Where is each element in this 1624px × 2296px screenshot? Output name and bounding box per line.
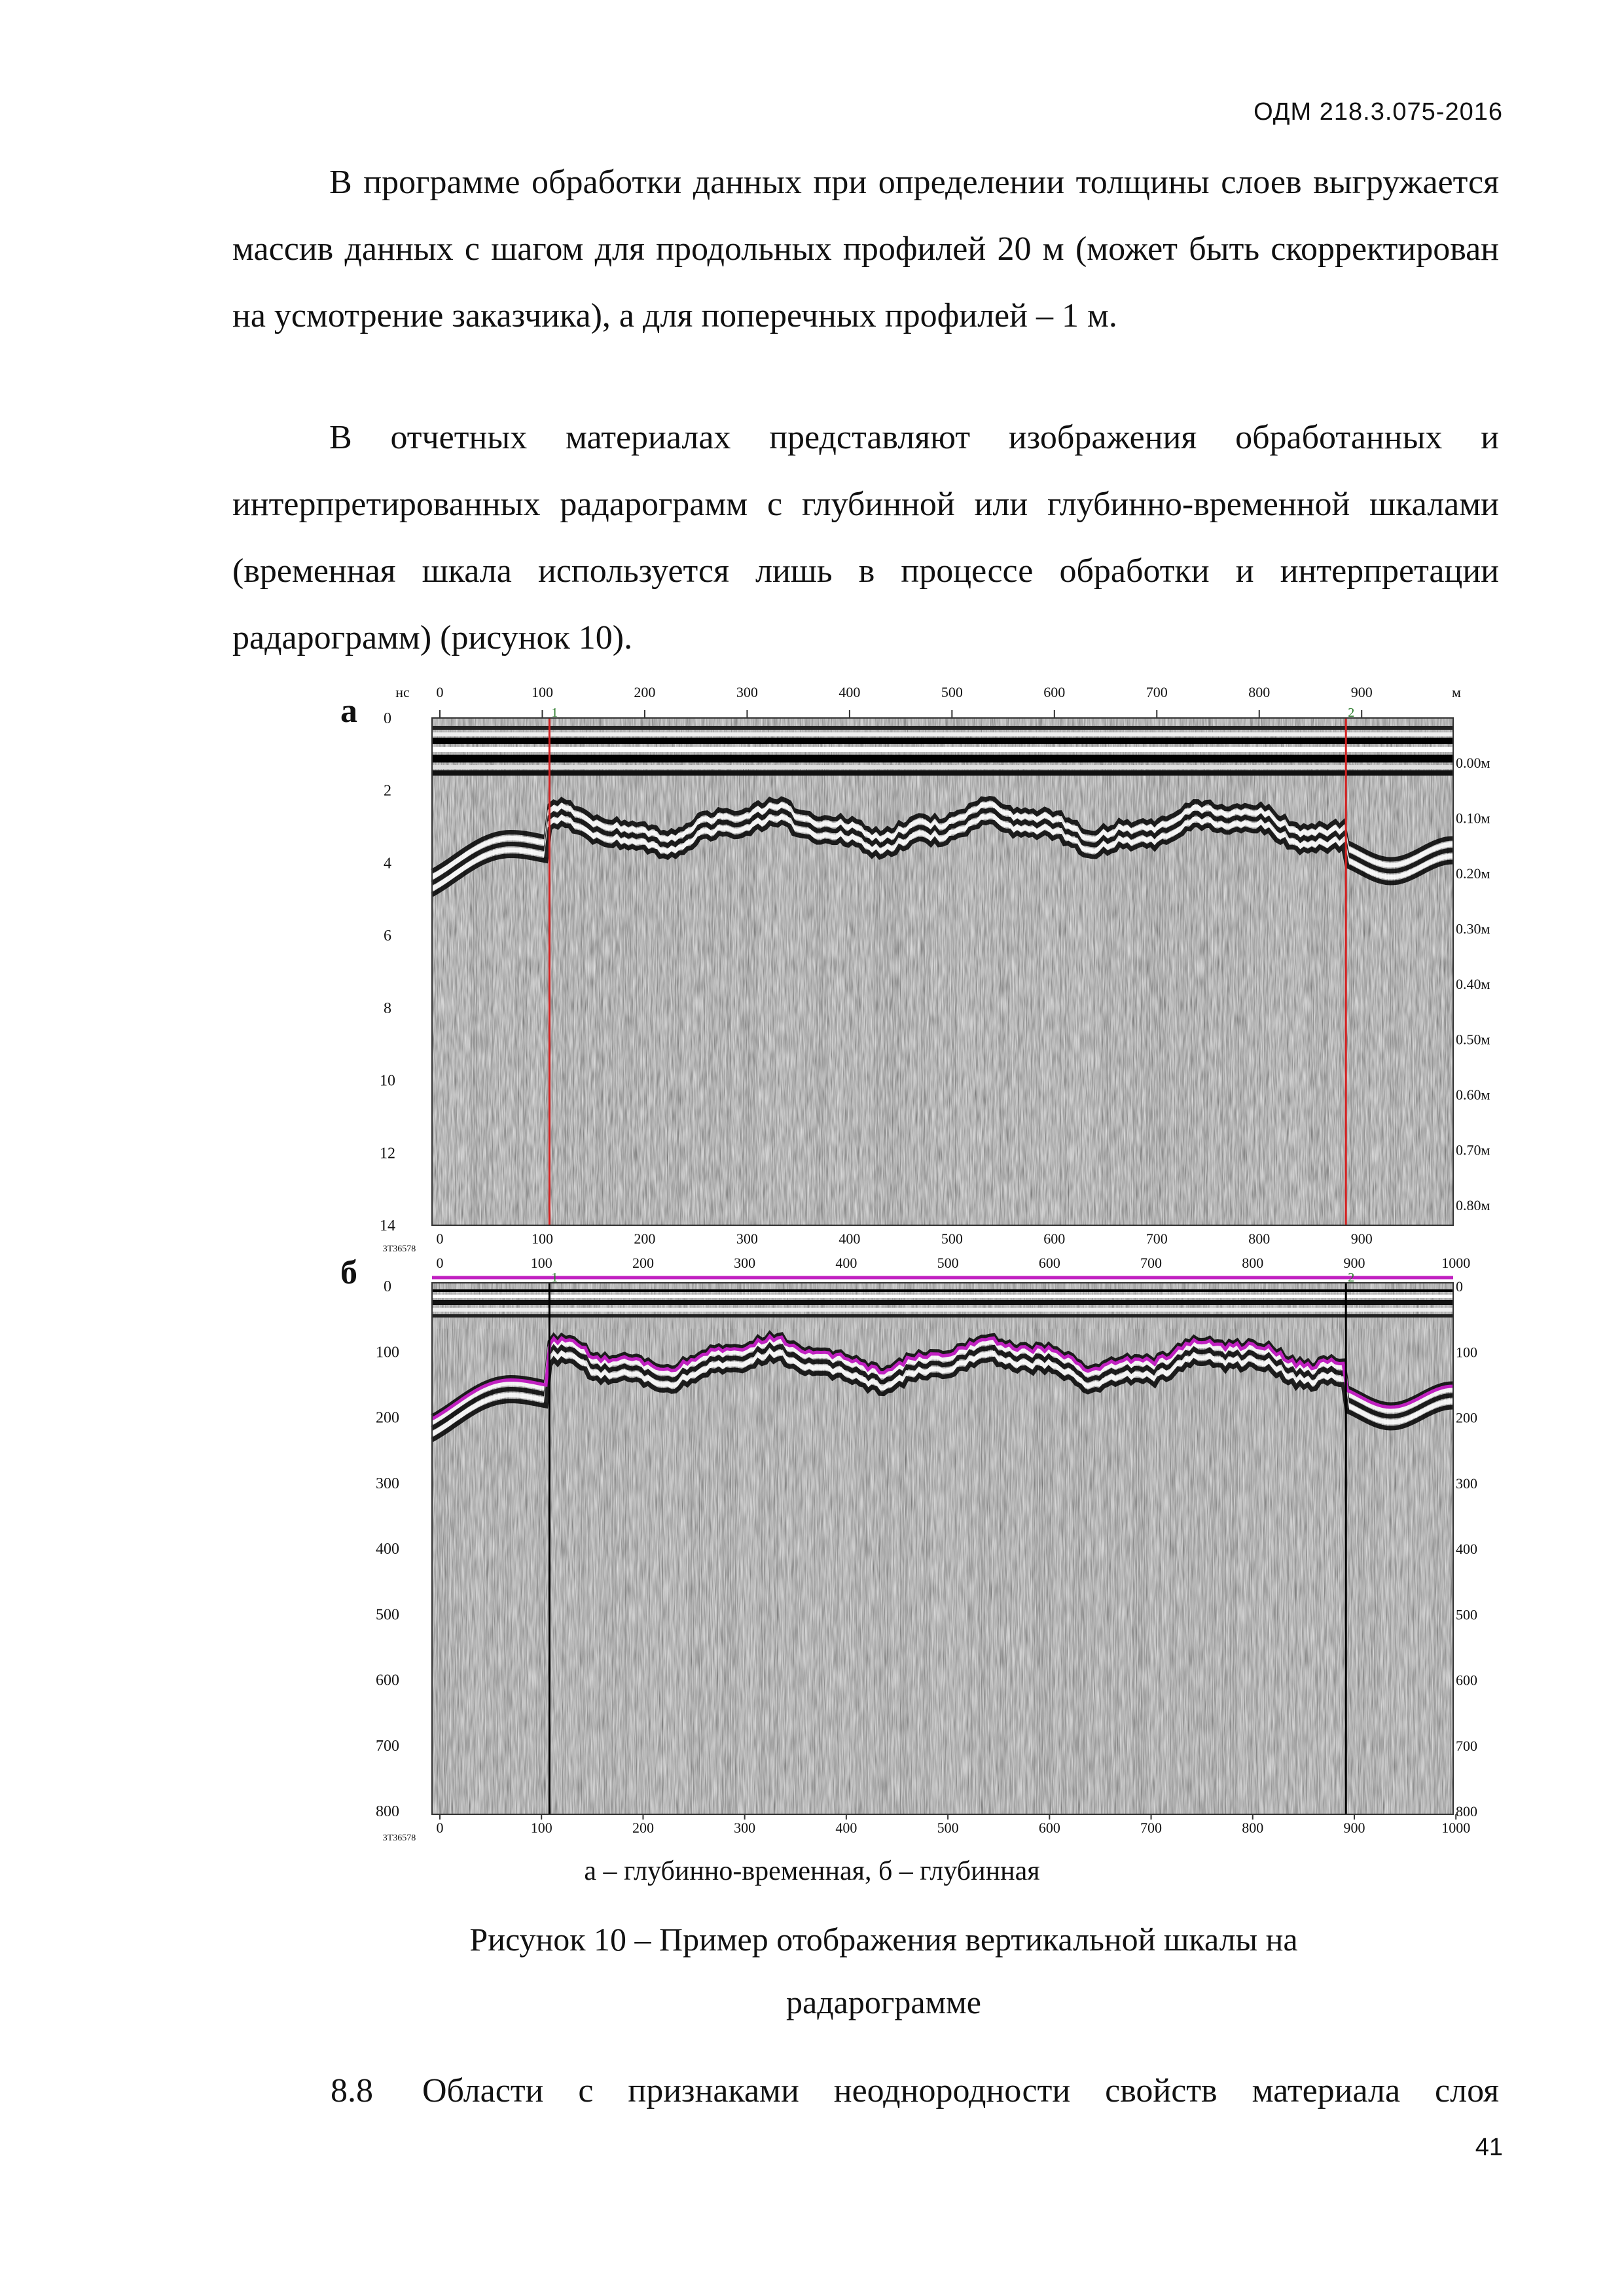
x-tick-label-a-1: 100	[531, 684, 553, 700]
y-tick-label-right-b-7: 700	[1456, 1737, 1477, 1754]
x-tick-label-b-2: 200	[632, 1255, 654, 1271]
depth-tick-label-1: 0.10м	[1456, 810, 1490, 827]
y-tick-label-a-1: 2	[384, 782, 391, 800]
x-tick-label-b-6: 600	[1038, 1255, 1060, 1271]
panel-b-label: б	[340, 1254, 357, 1291]
y-tick-label-right-b-3: 300	[1456, 1475, 1477, 1492]
x-tick-label-b-1: 100	[530, 1255, 552, 1271]
panel-a-label: а	[340, 692, 357, 730]
y-tick-label-right-b-4: 400	[1456, 1541, 1477, 1557]
x-tick-label-a-9: 900	[1350, 684, 1373, 700]
y-tick-label-b-3: 300	[376, 1475, 399, 1492]
x-tick-label-b-8: 800	[1242, 1255, 1264, 1271]
x-unit-right-label: м	[1452, 684, 1461, 700]
y-tick-label-b-8: 800	[376, 1803, 399, 1820]
y-tick-label-b-2: 200	[376, 1409, 399, 1427]
section-number: 8.8	[331, 2072, 373, 2109]
y-tick-label-a-0: 0	[384, 710, 391, 727]
x-tick-label-bottom-a-1: 100	[531, 1230, 553, 1247]
y-tick-label-right-b-1: 100	[1456, 1344, 1477, 1361]
x-tick-label-a-4: 400	[839, 684, 861, 700]
x-tick-label-bottom-b-3: 300	[734, 1820, 756, 1836]
y-tick-label-right-b-0: 0	[1456, 1278, 1463, 1295]
marker-label-2: 2	[1348, 706, 1355, 720]
x-tick-label-bottom-b-0: 0	[436, 1820, 444, 1836]
marker-label-1: 1	[551, 1270, 558, 1285]
x-tick-label-bottom-b-6: 600	[1038, 1820, 1060, 1836]
x-tick-label-bottom-a-0: 0	[436, 1230, 444, 1247]
marker-label-1: 1	[551, 706, 558, 720]
x-tick-label-bottom-b-2: 200	[632, 1820, 654, 1836]
y-tick-label-b-0: 0	[384, 1278, 391, 1295]
depth-tick-label-4: 0.40м	[1456, 976, 1490, 992]
page-number: 41	[1475, 2134, 1503, 2161]
paragraph-1: В программе обработки данных при определении толщины слоев выгружается массив данных с шагом для продольных профилей 20 м (может быть скорректирован на усмотрение заказчика), а для поперечных профилей – 1 м.	[232, 164, 1499, 334]
x-tick-label-b-9: 900	[1343, 1255, 1365, 1271]
x-tick-label-a-7: 700	[1146, 684, 1168, 700]
x-tick-label-b-5: 500	[937, 1255, 959, 1271]
depth-tick-label-3: 0.30м	[1456, 920, 1490, 937]
radargram-figure	[334, 677, 1499, 1856]
file-id-b: 3T36578	[382, 1833, 416, 1843]
x-tick-label-a-2: 200	[634, 684, 656, 700]
x-tick-label-bottom-b-1: 100	[530, 1820, 552, 1836]
radargram-panel-a	[373, 677, 1499, 1253]
x-tick-label-bottom-b-5: 500	[937, 1820, 959, 1836]
x-tick-label-b-3: 300	[734, 1255, 756, 1271]
x-tick-label-a-5: 500	[941, 684, 963, 700]
x-tick-label-a-3: 300	[736, 684, 758, 700]
figure-subcaption: а – глубинно-временная, б – глубинная	[584, 1856, 1040, 1886]
y-tick-label-b-5: 500	[376, 1606, 399, 1624]
depth-tick-label-7: 0.70м	[1456, 1141, 1490, 1158]
paragraph-2: В отчетных материалах представляют изображения обработанных и интерпретированных радарограмм с глубинной или глубинно-временной шкалами (временная шкала используется лишь в процессе обработки и интерпретации радарограмм) (рисунок 10).	[232, 419, 1499, 656]
figure-caption: Рисунок 10 – Пример отображения вертикальной шкалы на радарограмме	[469, 1921, 1298, 2020]
section-text: Области с признаками неоднородности свойств материала слоя	[422, 2072, 1499, 2109]
y-tick-label-b-4: 400	[376, 1541, 399, 1558]
x-tick-label-b-7: 700	[1140, 1255, 1163, 1271]
x-tick-label-b-0: 0	[436, 1255, 444, 1271]
x-tick-label-a-0: 0	[436, 684, 444, 700]
x-tick-label-bottom-a-3: 300	[736, 1230, 758, 1247]
y-tick-label-a-3: 6	[384, 927, 391, 945]
y-tick-label-right-b-6: 600	[1456, 1672, 1477, 1689]
x-tick-label-b-10: 1000	[1441, 1255, 1471, 1271]
x-tick-label-bottom-a-8: 800	[1248, 1230, 1271, 1247]
x-tick-label-bottom-a-6: 600	[1043, 1230, 1066, 1247]
depth-tick-label-0: 0.00м	[1456, 755, 1490, 771]
y-tick-label-a-4: 8	[384, 999, 391, 1017]
depth-tick-label-8: 0.80м	[1456, 1197, 1490, 1213]
y-tick-label-a-5: 10	[380, 1072, 395, 1090]
document-code: ОДМ 218.3.075-2016	[1254, 98, 1503, 126]
depth-tick-label-6: 0.60м	[1456, 1086, 1490, 1103]
x-tick-label-bottom-a-5: 500	[941, 1230, 963, 1247]
x-tick-label-bottom-b-10: 1000	[1441, 1820, 1471, 1836]
x-tick-label-bottom-b-4: 400	[835, 1820, 857, 1836]
y-tick-label-a-7: 14	[380, 1217, 395, 1234]
x-tick-label-bottom-b-7: 700	[1140, 1820, 1163, 1836]
x-tick-label-bottom-b-9: 900	[1343, 1820, 1365, 1836]
y-tick-label-b-1: 100	[376, 1344, 399, 1361]
x-tick-label-b-4: 400	[835, 1255, 857, 1271]
y-tick-label-right-b-2: 200	[1456, 1409, 1477, 1426]
y-tick-label-a-2: 4	[384, 855, 391, 872]
x-tick-label-a-6: 600	[1043, 684, 1066, 700]
x-tick-label-bottom-b-8: 800	[1242, 1820, 1264, 1836]
depth-tick-label-2: 0.20м	[1456, 865, 1490, 882]
depth-tick-label-5: 0.50м	[1456, 1031, 1490, 1048]
y-tick-label-right-b-5: 500	[1456, 1606, 1477, 1623]
radargram-panel-b	[373, 1253, 1499, 1856]
x-unit-left-label: нс	[395, 684, 410, 700]
y-tick-label-right-b-8: 800	[1456, 1803, 1477, 1820]
x-tick-label-bottom-a-4: 400	[839, 1230, 861, 1247]
x-tick-label-bottom-a-2: 200	[634, 1230, 656, 1247]
x-tick-label-bottom-a-9: 900	[1350, 1230, 1373, 1247]
file-id-a: 3T36578	[382, 1244, 416, 1253]
x-tick-label-bottom-a-7: 700	[1146, 1230, 1168, 1247]
y-tick-label-a-6: 12	[380, 1145, 395, 1162]
marker-label-2: 2	[1348, 1270, 1355, 1285]
y-tick-label-b-6: 600	[376, 1672, 399, 1689]
y-tick-label-b-7: 700	[376, 1737, 399, 1755]
x-tick-label-a-8: 800	[1248, 684, 1271, 700]
